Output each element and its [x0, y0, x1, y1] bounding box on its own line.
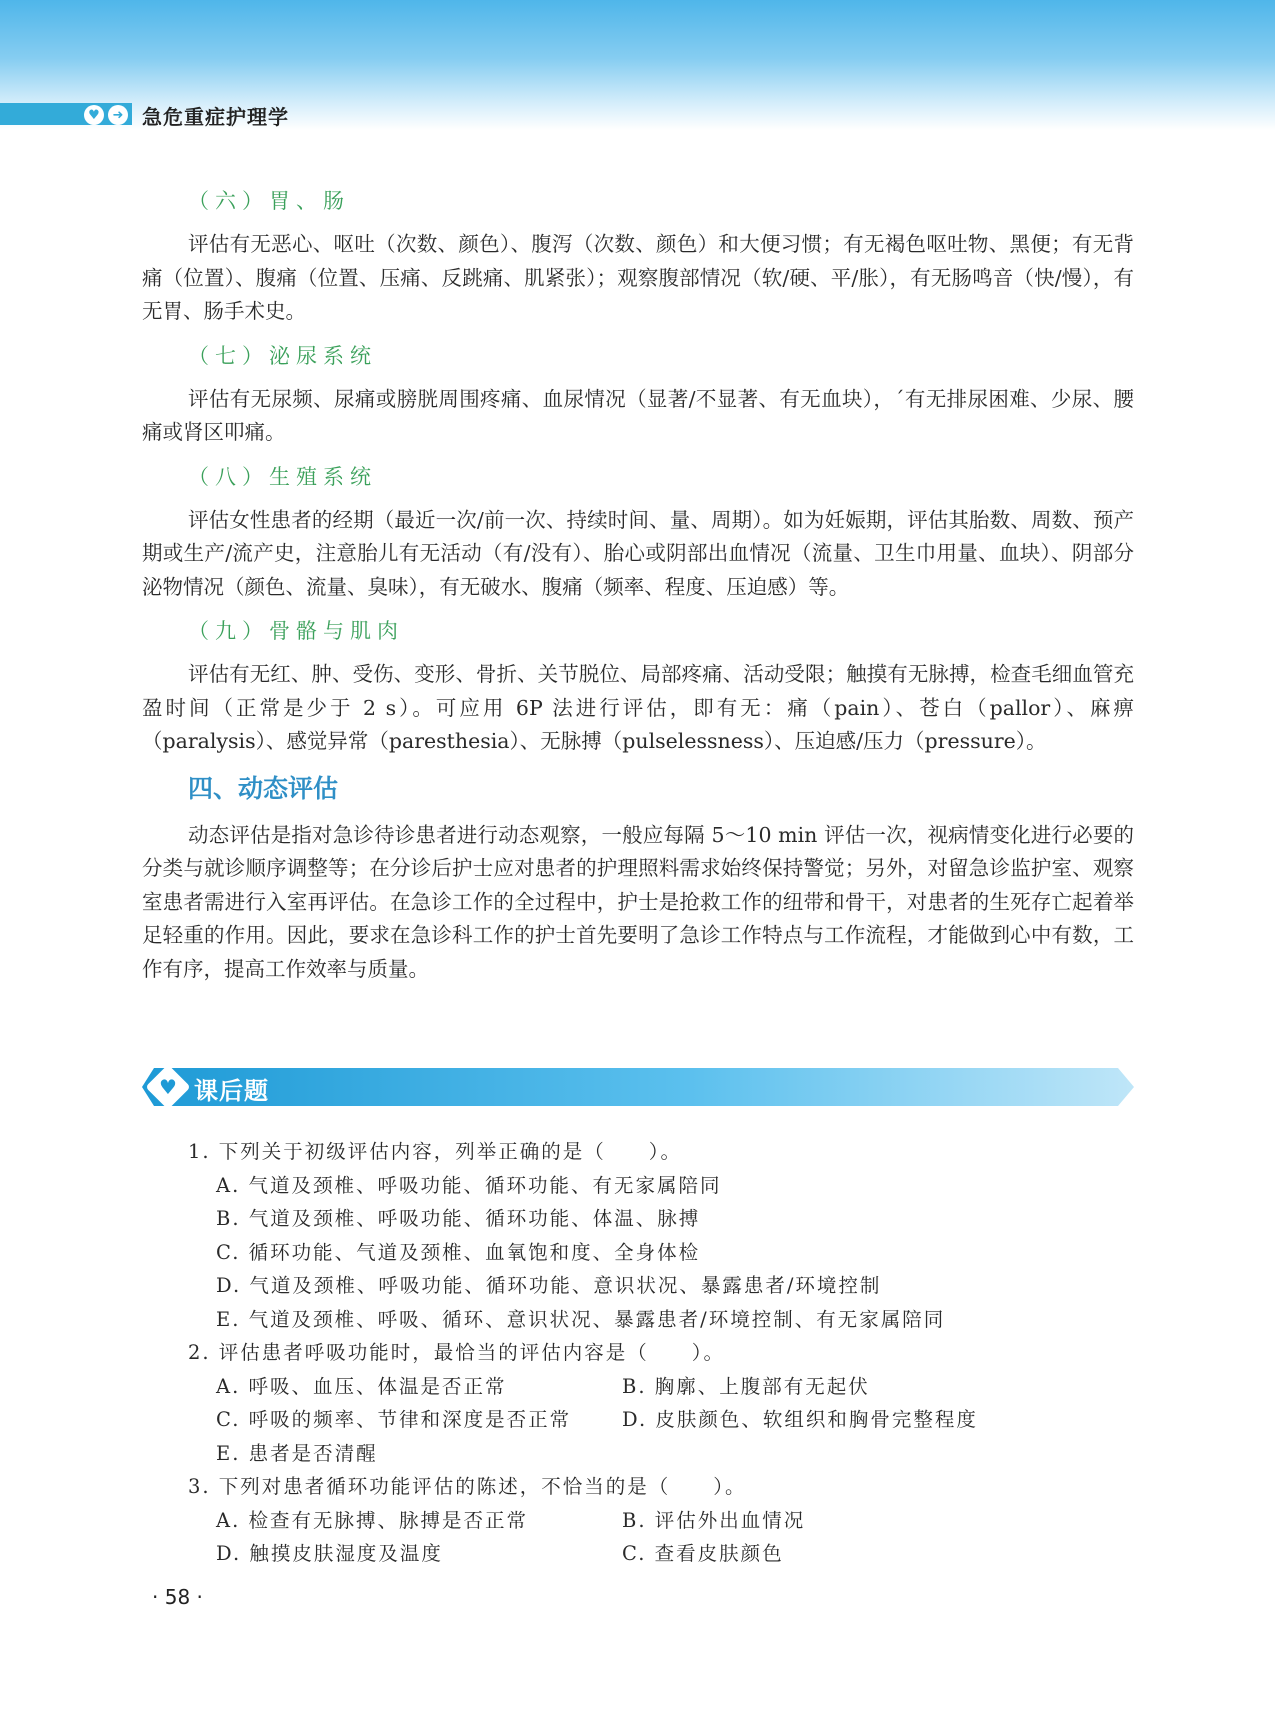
exercise-questions [142, 1135, 1134, 1571]
question-3-option-b: B. 评估外出血情况 [622, 1508, 806, 1532]
banner-background [142, 1068, 1134, 1106]
exercises-title: 课后题 [194, 1077, 269, 1105]
running-header [0, 99, 1275, 129]
question-1-option-b: B. 气道及颈椎、呼吸功能、循环功能、体温、脉搏 [216, 1207, 701, 1230]
question-3-option-d: D. 触摸皮肤湿度及温度 [216, 1542, 443, 1565]
question-1-option-a: A. 气道及颈椎、呼吸功能、循环功能、有无家属陪同 [216, 1173, 722, 1197]
question-2-option-e: E. 患者是否清醒 [216, 1441, 378, 1465]
question-1: 1. 下列关于初级评估内容，列举正确的是（ ）。 [188, 1140, 683, 1163]
arrow-right-icon: ➜ [108, 105, 128, 125]
section-4-heading: 四、动态评估 [188, 773, 339, 803]
section-7-text: 评估有无尿频、尿痛或膀胱周围疼痛、血尿情况（显著/不显著、有无血块），´有无排尿困难、少尿、腰痛或肾区叩痛。 [142, 386, 1134, 444]
question-3-row-2 [216, 1537, 1134, 1571]
heart-pulse-icon: ♥ [159, 1075, 177, 1099]
section-7-title: （七）泌尿系统 [188, 343, 377, 368]
question-3-option-c: C. 查看皮肤颜色 [622, 1542, 784, 1565]
section-9-text: 评估有无红、肿、受伤、变形、骨折、关节脱位、局部疼痛、活动受限；触摸有无脉搏，检查毛细血管充盈时间（正常是少于 2 s）。可应用 6P 法进行评估，即有无：痛（pain）、苍白（pallor）、麻痹（paralysis）、感觉异常（paresthesia）、无脉搏（pulselessness）、压迫感/压力（pressure）。 [142, 662, 1134, 753]
section-4-text: 动态评估是指对急诊待诊患者进行动态观察，一般应每隔 5～10 min 评估一次，视病情变化进行必要的分类与就诊顺序调整等；在分诊后护士应对患者的护理照料需求始终保持警觉；另外，对留急诊监护室、观察室患者需进行入室再评估。在急诊工作的全过程中，护士是抢救工作的纽带和骨干，对患者的生死存亡起着举足轻重的作用。因此，要求在急诊科工作的护士首先要明了急诊工作特点与工作流程，才能做到心中有数，工作有序，提高工作效率与质量。 [142, 822, 1134, 981]
page-number: · 58 · [152, 1585, 203, 1609]
section-9-title: （九）骨骼与肌肉 [188, 619, 404, 643]
question-2-row-1 [216, 1370, 1134, 1404]
heart-icon: ♥ [84, 105, 104, 125]
header-icons [84, 105, 128, 125]
question-1-option-e: E. 气道及颈椎、呼吸、循环、意识状况、暴露患者/环境控制、有无家属陪同 [216, 1307, 946, 1331]
section-6-text: 评估有无恶心、呕吐（次数、颜色）、腹泻（次数、颜色）和大便习惯；有无褐色呕吐物、黑便；有无背痛（位置）、腹痛（位置、压痛、反跳痛、肌紧张）；观察腹部情况（软/硬、平/胀），有无肠鸣音（快/慢），有无胃、肠手术史。 [142, 232, 1134, 323]
question-2-option-a: A. 呼吸、血压、体温是否正常 [216, 1374, 507, 1398]
section-8-text: 评估女性患者的经期（最近一次/前一次、持续时间、量、周期）。如为妊娠期，评估其胎数、周数、预产期或生产/流产史，注意胎儿有无活动（有/没有）、胎心或阴部出血情况（流量、卫生巾用量、血块）、阴部分泌物情况（颜色、流量、臭味），有无破水、腹痛（频率、程度、压迫感）等。 [142, 507, 1134, 599]
main-content [142, 184, 1134, 986]
question-2: 2. 评估患者呼吸功能时，最恰当的评估内容是（ ）。 [188, 1341, 726, 1364]
question-3-row-1 [216, 1504, 1134, 1538]
section-6-title: （六）胃、肠 [188, 189, 350, 213]
book-title: 急危重症护理学 [142, 105, 289, 129]
question-1-option-d: D. 气道及颈椎、呼吸功能、循环功能、意识状况、暴露患者/环境控制 [216, 1274, 882, 1297]
exercises-banner [142, 1068, 1134, 1106]
question-2-option-b: B. 胸廓、上腹部有无起伏 [622, 1374, 870, 1398]
question-2-row-2 [216, 1403, 1134, 1437]
question-3-option-a: A. 检查有无脉搏、脉搏是否正常 [216, 1508, 528, 1532]
question-1-option-c: C. 循环功能、气道及颈椎、血氧饱和度、全身体检 [216, 1240, 701, 1264]
section-8-title: （八）生殖系统 [188, 464, 377, 489]
question-2-option-c: C. 呼吸的频率、节律和深度是否正常 [216, 1408, 572, 1431]
question-2-option-d: D. 皮肤颜色、软组织和胸骨完整程度 [622, 1408, 978, 1431]
question-3: 3. 下列对患者循环功能评估的陈述，不恰当的是（ ）。 [188, 1475, 747, 1498]
